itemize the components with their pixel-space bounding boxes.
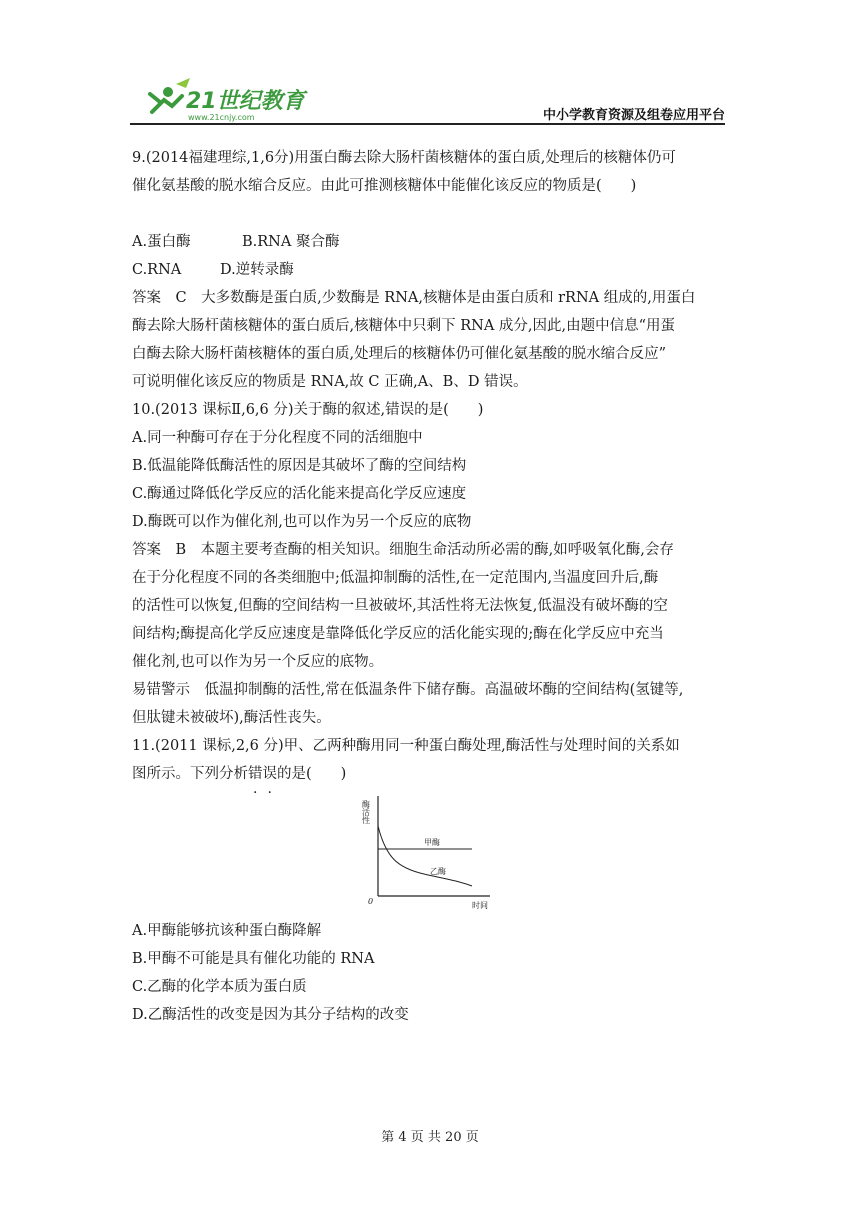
page-footer: 第 4 页 共 20 页	[381, 1130, 479, 1145]
q11-stem-line1: 11.(2011 课标,2,6 分)甲、乙两种酶用同一种蛋白酶处理,酶活性与处理时间的关系如	[132, 738, 680, 754]
series-yi-line	[378, 826, 472, 886]
q9-stem-line1: 9.(2014福建理综,1,6分)用蛋白酶去除大肠杆菌核糖体的蛋白质,处理后的核糖体仍可	[132, 150, 676, 166]
q10-option-a: A.同一种酶可存在于分化程度不同的活细胞中	[132, 430, 423, 446]
header-divider	[130, 123, 725, 125]
q10-answer-line: 间结构;酶提高化学反应速度是靠降低化学反应的活化能实现的;酶在化学反应中充当	[132, 626, 664, 642]
svg-text:21世纪教育: 21世纪教育	[186, 89, 305, 114]
q9-answer-line: 答案 C 大多数酶是蛋白质,少数酶是 RNA,核糖体是由蛋白质和 rRNA 组成的,用蛋白	[132, 290, 696, 306]
q11-option-c: C.乙酶的化学本质为蛋白质	[132, 979, 307, 995]
q10-option-d: D.酶既可以作为催化剂,也可以作为另一个反应的底物	[132, 514, 472, 530]
q10-answer-line: 的活性可以恢复,但酶的空间结构一旦被破坏,其活性将无法恢复,低温没有破坏酶的空	[132, 598, 668, 614]
q9-option-d: D.逆转录酶	[220, 262, 294, 278]
q9-option-b: B.RNA 聚合酶	[242, 234, 340, 250]
q10-answer-line: 在于分化程度不同的各类细胞中;低温抑制酶的活性,在一定范围内,当温度回升后,酶	[132, 570, 659, 586]
q9-answer-line: 可说明催化该反应的物质是 RNA,故 C 正确,A、B、D 错误。	[132, 374, 528, 390]
q9-option-a: A.蛋白酶	[132, 234, 191, 250]
q11-stem-line2: 图所示。下列分析错误的是( )	[132, 766, 347, 782]
logo-icon	[130, 70, 320, 126]
x-axis-label: 时间	[472, 901, 488, 910]
emphasis-char: 误	[262, 766, 277, 782]
q9-options-row1	[132, 228, 732, 256]
q10-warning-line: 易错警示 低温抑制酶的活性,常在低温条件下储存酶。高温破坏酶的空间结构(氢键等,	[132, 682, 684, 698]
q10-answer-line: 催化剂,也可以作为另一个反应的底物。	[132, 654, 384, 670]
series-yi-label: 乙酶	[430, 867, 446, 876]
q10-answer-line: 答案 B 本题主要考查酶的相关知识。细胞生命活动所必需的酶,如呼吸氧化酶,会存	[132, 542, 674, 558]
y-axis-label: 酶活性	[361, 800, 371, 824]
q9-answer-line: 酶去除大肠杆菌核糖体的蛋白质后,核糖体中只剩下 RNA 成分,因此,由题中信息“用蛋	[132, 318, 676, 334]
page-header	[130, 70, 725, 130]
svg-text:www.21cnjy.com: www.21cnjy.com	[188, 113, 255, 122]
emphasis-char: 错	[248, 766, 263, 782]
q10-option-c: C.酶通过降低化学反应的活化能来提高化学反应速度	[132, 486, 467, 502]
q9-option-c: C.RNA	[132, 262, 182, 278]
q9-options-row2	[132, 256, 732, 284]
q10-warning-line: 但肽键未被破坏),酶活性丧失。	[132, 710, 331, 726]
q11-option-a: A.甲酶能够抗该种蛋白酶降解	[132, 923, 322, 939]
page-content	[132, 144, 732, 1029]
q9-answer-line: 白酶去除大肠杆菌核糖体的蛋白质,处理后的核糖体仍可催化氨基酸的脱水缩合反应”	[132, 346, 667, 362]
q11-option-b: B.甲酶不可能是具有催化功能的 RNA	[132, 951, 375, 967]
header-title: 中小学教育资源及组卷应用平台	[542, 108, 725, 123]
enzyme-activity-chart	[361, 788, 494, 913]
q10-stem: 10.(2013 课标Ⅱ,6,6 分)关于酶的叙述,错误的是( )	[132, 402, 484, 418]
q11-option-d: D.乙酶活性的改变是因为其分子结构的改变	[132, 1007, 409, 1023]
enzyme-activity-figure	[361, 788, 494, 913]
q10-option-b: B.低温能降低酶活性的原因是其破坏了酶的空间结构	[132, 458, 467, 474]
series-jia-label: 甲酶	[424, 838, 440, 847]
q9-stem-line2: 催化氨基酸的脱水缩合反应。由此可推测核糖体中能催化该反应的物质是( )	[132, 178, 637, 194]
origin-label: 0	[368, 897, 374, 906]
